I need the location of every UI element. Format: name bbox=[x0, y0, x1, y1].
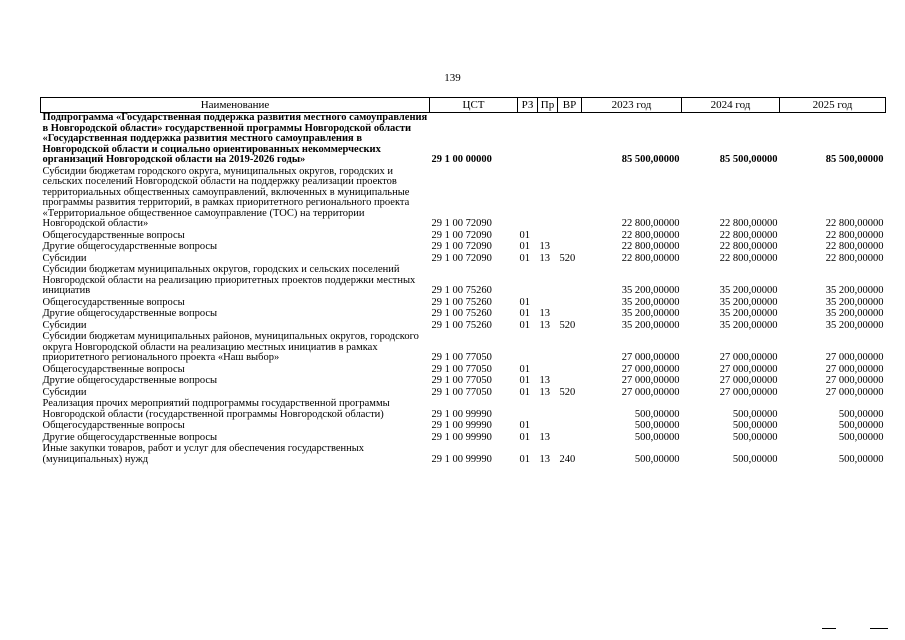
cell-name: Другие общегосударственные вопросы bbox=[42, 241, 218, 252]
table-row bbox=[41, 399, 886, 421]
cell-2023: 35 200,00000 bbox=[621, 285, 680, 296]
cell-2025: 35 200,00000 bbox=[825, 308, 884, 319]
cell-2023: 27 000,00000 bbox=[621, 386, 680, 398]
cell-2023: 27 000,00000 bbox=[621, 375, 680, 386]
cell-name: Реализация прочих мероприятий подпрограммы государственной программы Новгородской области (государственной программы Новгородской области) bbox=[42, 398, 390, 420]
cell-2024: 500,00000 bbox=[732, 420, 778, 431]
cell-2023: 22 800,00000 bbox=[621, 218, 680, 229]
cell-rz: 01 bbox=[519, 363, 530, 375]
cell-2023: 35 200,00000 bbox=[621, 296, 680, 308]
cell-cst: 29 1 00 77050 bbox=[431, 386, 492, 398]
cell-cst: 29 1 00 99990 bbox=[431, 408, 492, 420]
cell-name: Другие общегосударственные вопросы bbox=[42, 375, 218, 386]
cell-vr bbox=[558, 167, 582, 231]
cell-rz: 01 bbox=[519, 375, 530, 386]
cell-pr: 13 bbox=[539, 386, 550, 398]
cell-rz bbox=[518, 167, 538, 231]
cell-cst: 29 1 00 77050 bbox=[431, 375, 492, 386]
cell-vr bbox=[558, 399, 582, 421]
cell-2023: 27 000,00000 bbox=[621, 363, 680, 375]
cell-2023: 500,00000 bbox=[634, 408, 680, 420]
cell-2025: 22 800,00000 bbox=[825, 229, 884, 241]
header-2024: 2024 год bbox=[682, 98, 780, 113]
cell-2025: 500,00000 bbox=[838, 431, 884, 443]
cell-2023: 500,00000 bbox=[634, 431, 680, 443]
cell-vr bbox=[558, 421, 582, 433]
cell-2024: 27 000,00000 bbox=[719, 386, 778, 398]
cell-vr bbox=[558, 113, 582, 167]
cell-vr: 520 bbox=[559, 319, 576, 331]
cell-2024: 22 800,00000 bbox=[719, 252, 778, 264]
cell-name: Субсидии bbox=[42, 319, 87, 331]
cell-rz bbox=[518, 265, 538, 298]
cell-2025: 22 800,00000 bbox=[825, 252, 884, 264]
cell-vr: 520 bbox=[559, 386, 576, 398]
cell-name: Субсидии bbox=[42, 386, 87, 398]
cell-rz: 01 bbox=[519, 431, 530, 443]
cell-2025: 500,00000 bbox=[838, 420, 884, 431]
cell-2023: 22 800,00000 bbox=[621, 241, 680, 252]
cell-2024: 27 000,00000 bbox=[719, 363, 778, 375]
header-pr: Пр bbox=[538, 98, 558, 113]
cell-pr: 13 bbox=[539, 453, 550, 465]
cell-rz: 01 bbox=[519, 453, 530, 465]
cell-2025: 35 200,00000 bbox=[825, 285, 884, 296]
cell-cst: 29 1 00 72090 bbox=[431, 241, 492, 252]
cell-vr bbox=[558, 332, 582, 365]
table-row bbox=[41, 376, 886, 388]
header-2025: 2025 год bbox=[780, 98, 886, 113]
cell-cst: 29 1 00 00000 bbox=[431, 154, 492, 165]
cell-pr bbox=[538, 265, 558, 298]
cell-2023: 500,00000 bbox=[634, 420, 680, 431]
cell-cst: 29 1 00 72090 bbox=[431, 229, 492, 241]
cell-name: Иные закупки товаров, работ и услуг для обеспечения государственных (муниципальных) нужд bbox=[42, 443, 365, 465]
cell-2025: 35 200,00000 bbox=[825, 296, 884, 308]
cell-2025: 27 000,00000 bbox=[825, 375, 884, 386]
cell-pr: 13 bbox=[539, 319, 550, 331]
page-footer-marks bbox=[822, 628, 892, 630]
cell-pr bbox=[538, 421, 558, 433]
table-row bbox=[41, 309, 886, 321]
cell-name: Общегосударственные вопросы bbox=[42, 363, 185, 375]
cell-vr bbox=[558, 265, 582, 298]
cell-2024: 27 000,00000 bbox=[719, 375, 778, 386]
cell-pr bbox=[538, 167, 558, 231]
cell-2024: 500,00000 bbox=[732, 408, 778, 420]
cell-2024: 500,00000 bbox=[732, 453, 778, 465]
cell-name: Общегосударственные вопросы bbox=[42, 229, 185, 241]
cell-vr bbox=[558, 376, 582, 388]
cell-cst: 29 1 00 75260 bbox=[431, 296, 492, 308]
cell-2025: 500,00000 bbox=[838, 453, 884, 465]
cell-pr: 13 bbox=[539, 252, 550, 264]
cell-vr bbox=[558, 433, 582, 445]
table-header-row bbox=[41, 98, 886, 113]
cell-vr bbox=[558, 309, 582, 321]
cell-2024: 22 800,00000 bbox=[719, 229, 778, 241]
cell-vr: 520 bbox=[559, 252, 576, 264]
cell-2023: 35 200,00000 bbox=[621, 308, 680, 319]
cell-name: Общегосударственные вопросы bbox=[42, 420, 185, 431]
cell-rz: 01 bbox=[519, 252, 530, 264]
table-row bbox=[41, 421, 886, 433]
cell-rz: 01 bbox=[519, 308, 530, 319]
cell-cst: 29 1 00 77050 bbox=[431, 363, 492, 375]
cell-2024: 35 200,00000 bbox=[719, 285, 778, 296]
cell-pr: 13 bbox=[539, 375, 550, 386]
cell-2024: 35 200,00000 bbox=[719, 308, 778, 319]
cell-rz: 01 bbox=[519, 229, 530, 241]
cell-pr: 13 bbox=[539, 431, 550, 443]
cell-2024: 22 800,00000 bbox=[719, 241, 778, 252]
header-rz: РЗ bbox=[518, 98, 538, 113]
cell-cst: 29 1 00 99990 bbox=[431, 431, 492, 443]
table-row bbox=[41, 113, 886, 167]
cell-rz bbox=[518, 399, 538, 421]
cell-cst: 29 1 00 72090 bbox=[431, 252, 492, 264]
cell-name: Другие общегосударственные вопросы bbox=[42, 431, 218, 443]
cell-rz: 01 bbox=[519, 296, 530, 308]
cell-rz bbox=[518, 332, 538, 365]
cell-rz bbox=[518, 113, 538, 167]
cell-name: Субсидии бюджетам муниципальных округов, городских и сельских поселений Новгородской области на реализацию приоритетных проектов поддержки местных инициатив bbox=[42, 264, 416, 296]
cell-2024: 500,00000 bbox=[732, 431, 778, 443]
cell-2023: 500,00000 bbox=[634, 453, 680, 465]
cell-cst: 29 1 00 99990 bbox=[431, 420, 492, 431]
table-row bbox=[41, 444, 886, 466]
cell-name: Подпрограмма «Государственная поддержка развития местного самоуправления в Новгородской области» государственной программы Новгородской области «Государственная поддержка развития местного самоуправления в Новгородской области и социально ориентированных некоммерческих организаций Новгородской области на 2019-2026 годы» bbox=[42, 112, 428, 165]
cell-2023: 85 500,00000 bbox=[621, 154, 680, 165]
cell-name: Субсидии бюджетам городского округа, муниципальных округов, городских и сельских поселений Новгородской области на поддержку реализации проектов территориальных общественных самоуправлений, включенных в муниципальные программы развития территорий, в рамках приоритетного регионального проекта «Территориальное общественное самоуправление (ТОС) на территории Новгородской области» bbox=[42, 165, 410, 229]
cell-2024: 22 800,00000 bbox=[719, 218, 778, 229]
table-row bbox=[41, 242, 886, 254]
header-cst: ЦСТ bbox=[430, 98, 518, 113]
cell-pr bbox=[538, 332, 558, 365]
cell-vr bbox=[558, 298, 582, 310]
cell-cst: 29 1 00 75260 bbox=[431, 285, 492, 296]
cell-2023: 27 000,00000 bbox=[621, 352, 680, 363]
cell-pr bbox=[538, 113, 558, 167]
cell-cst: 29 1 00 72090 bbox=[431, 218, 492, 229]
cell-2024: 85 500,00000 bbox=[719, 154, 778, 165]
cell-2025: 27 000,00000 bbox=[825, 363, 884, 375]
cell-2023: 22 800,00000 bbox=[621, 252, 680, 264]
cell-cst: 29 1 00 75260 bbox=[431, 319, 492, 331]
cell-vr bbox=[558, 242, 582, 254]
budget-table bbox=[40, 97, 886, 466]
cell-pr: 13 bbox=[539, 241, 550, 252]
cell-2023: 22 800,00000 bbox=[621, 229, 680, 241]
cell-pr bbox=[538, 399, 558, 421]
cell-2024: 35 200,00000 bbox=[719, 319, 778, 331]
header-vr: ВР bbox=[558, 98, 582, 113]
cell-rz: 01 bbox=[519, 420, 530, 431]
cell-vr bbox=[558, 231, 582, 243]
table-row bbox=[41, 167, 886, 231]
header-name: Наименование bbox=[41, 98, 430, 113]
cell-2025: 27 000,00000 bbox=[825, 386, 884, 398]
cell-name: Субсидии бюджетам муниципальных районов, муниципальных округов, городского округа Новгородской области на реализацию местных инициатив в рамках приоритетного регионального проекта «Наш выбор» bbox=[42, 331, 419, 363]
cell-cst: 29 1 00 77050 bbox=[431, 352, 492, 363]
cell-cst: 29 1 00 75260 bbox=[431, 308, 492, 319]
header-2023: 2023 год bbox=[582, 98, 682, 113]
cell-name: Общегосударственные вопросы bbox=[42, 296, 185, 308]
cell-name: Субсидии bbox=[42, 252, 87, 264]
table-row bbox=[41, 332, 886, 365]
cell-pr: 13 bbox=[539, 308, 550, 319]
cell-cst: 29 1 00 99990 bbox=[431, 453, 492, 465]
page-number: 139 bbox=[444, 72, 461, 84]
cell-2023: 35 200,00000 bbox=[621, 319, 680, 331]
footer-dash bbox=[822, 628, 836, 629]
cell-2025: 22 800,00000 bbox=[825, 241, 884, 252]
cell-rz: 01 bbox=[519, 386, 530, 398]
cell-2024: 27 000,00000 bbox=[719, 352, 778, 363]
cell-2025: 85 500,00000 bbox=[825, 154, 884, 165]
cell-rz: 01 bbox=[519, 241, 530, 252]
cell-2025: 500,00000 bbox=[838, 408, 884, 420]
cell-2025: 27 000,00000 bbox=[825, 352, 884, 363]
table-row bbox=[41, 265, 886, 298]
cell-2025: 35 200,00000 bbox=[825, 319, 884, 331]
cell-vr: 240 bbox=[559, 453, 576, 465]
cell-name: Другие общегосударственные вопросы bbox=[42, 308, 218, 319]
cell-2024: 35 200,00000 bbox=[719, 296, 778, 308]
cell-vr bbox=[558, 365, 582, 377]
cell-2025: 22 800,00000 bbox=[825, 218, 884, 229]
table-body bbox=[41, 113, 886, 467]
cell-rz: 01 bbox=[519, 319, 530, 331]
footer-dash bbox=[870, 628, 888, 629]
